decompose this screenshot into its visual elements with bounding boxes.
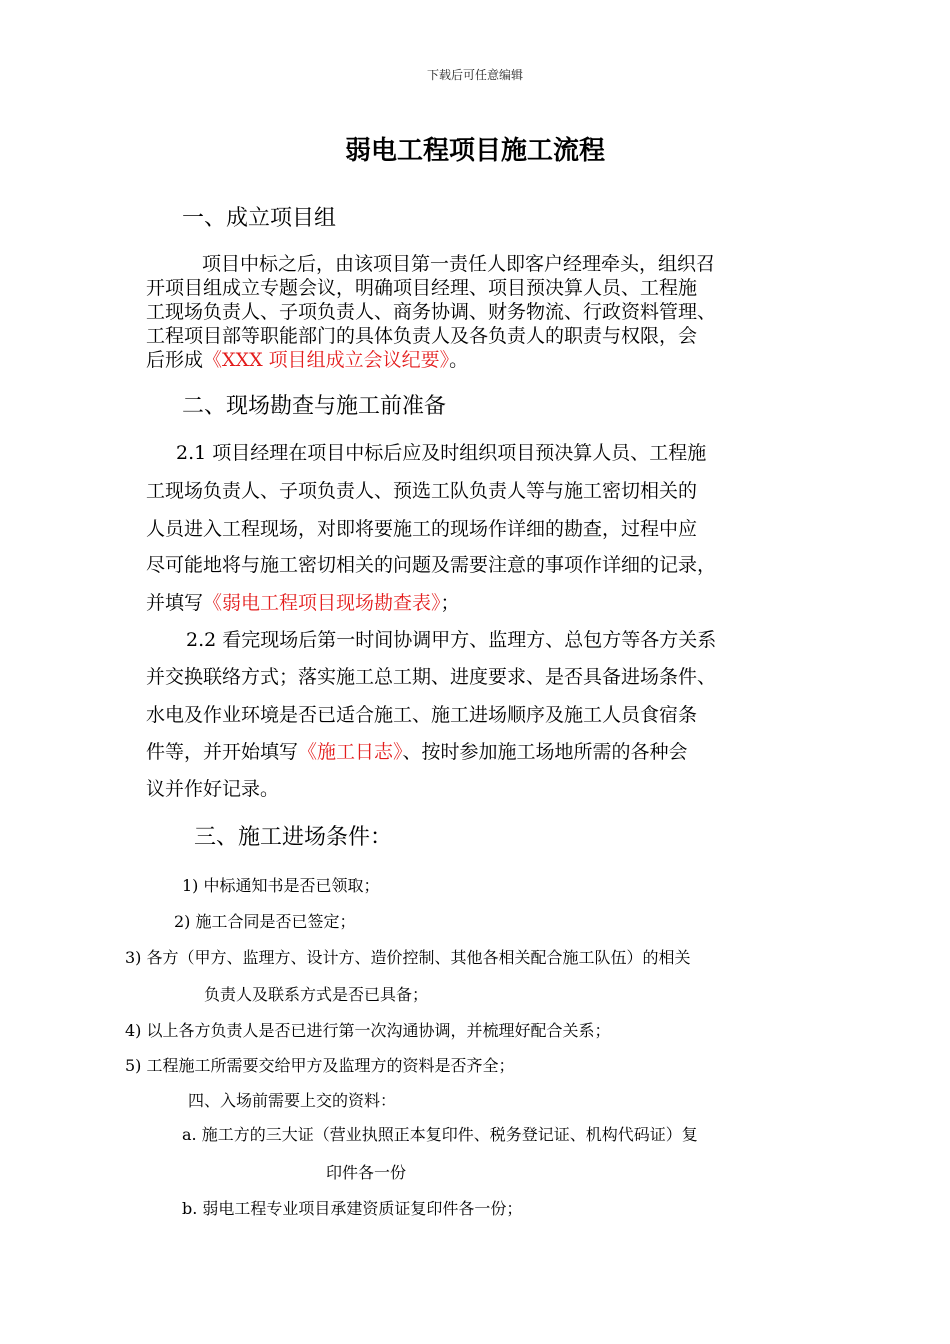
section2-p1-last-suffix: ； <box>440 592 460 614</box>
section2-p2-line-1: 2.2 看完现场后第一时间协调甲方、监理方、总包方等各方关系 <box>186 629 717 651</box>
section2-p1-line-2: 工现场负责人、子项负责人、预选工队负责人等与施工密切相关的 <box>146 480 698 502</box>
meeting-minutes-doc-title: 《XXX 项目组成立会议纪要》 <box>203 349 450 371</box>
section4-item-a-cont: 印件各一份 <box>326 1163 407 1182</box>
section2-p2-l4-suffix: 、按时参加施工场地所需的各种会 <box>402 741 688 763</box>
section2-p2-line-4 <box>146 737 688 764</box>
section2-p2-l4-prefix: 件等，并开始填写 <box>146 741 299 763</box>
section2-p1-line-3: 人员进入工程现场，对即将要施工的现场作详细的勘查，过程中应 <box>146 518 698 540</box>
section1-line-2: 开项目组成立专题会议，明确项目经理、项目预决算人员、工程施 <box>146 277 698 299</box>
site-survey-form-title: 《弱电工程项目现场勘查表》 <box>203 592 441 614</box>
section1-line-3: 工现场负责人、子项负责人、商务协调、财务物流、行政资料管理、 <box>146 301 717 323</box>
section3-item-3-cont: 负责人及联系方式是否已具备； <box>204 985 429 1004</box>
section2-p2-line-3: 水电及作业环境是否已适合施工、施工进场顺序及施工人员食宿条 <box>146 704 698 726</box>
document-title: 弱电工程项目施工流程 <box>344 136 605 166</box>
section4-item-a: a. 施工方的三大证（营业执照正本复印件、税务登记证、机构代码证）复 <box>182 1125 698 1144</box>
section1-line-5 <box>146 348 468 372</box>
section2-p2-line-2: 并交换联络方式；落实施工总工期、进度要求、是否具备进场条件、 <box>146 666 717 688</box>
section2-p1-line-4: 尽可能地将与施工密切相关的问题及需要注意的事项作详细的记录， <box>146 554 717 576</box>
section3-item-2: 2) 施工合同是否已签定； <box>174 912 356 931</box>
section1-line-4: 工程项目部等职能部门的具体负责人及各负责人的职责与权限，会 <box>146 325 698 347</box>
section2-p1-line-5 <box>146 588 460 615</box>
construction-log-title: 《施工日志》 <box>298 741 403 763</box>
section3-item-4: 4) 以上各方负责人是否已进行第一次沟通协调，并梳理好配合关系； <box>125 1021 611 1040</box>
section2-p1-last-prefix: 并填写 <box>146 592 204 614</box>
section4-heading: 四、入场前需要上交的资料： <box>188 1091 397 1110</box>
section1-last-suffix: 。 <box>449 349 469 371</box>
section1-last-prefix: 后形成 <box>146 349 204 371</box>
section3-item-5: 5) 工程施工所需要交给甲方及监理方的资料是否齐全； <box>125 1056 515 1075</box>
section1-heading: 一、成立项目组 <box>182 206 337 231</box>
section2-heading: 二、现场勘查与施工前准备 <box>182 394 447 419</box>
section3-heading: 三、施工进场条件： <box>194 825 393 850</box>
page-header: 下载后可任意编辑 <box>426 68 523 82</box>
section3-item-1: 1) 中标通知书是否已领取； <box>182 876 380 895</box>
section1-line-1: 项目中标之后，由该项目第一责任人即客户经理牵头，组织召 <box>202 253 716 275</box>
section2-p2-line-5: 议并作好记录。 <box>146 778 280 800</box>
section4-item-b: b. 弱电工程专业项目承建资质证复印件各一份； <box>182 1199 523 1218</box>
section2-p1-line-1: 2.1 项目经理在项目中标后应及时组织项目预决算人员、工程施 <box>176 442 707 464</box>
section3-item-3: 3) 各方（甲方、监理方、设计方、造价控制、其他各相关配合施工队伍）的相关 <box>125 948 691 967</box>
